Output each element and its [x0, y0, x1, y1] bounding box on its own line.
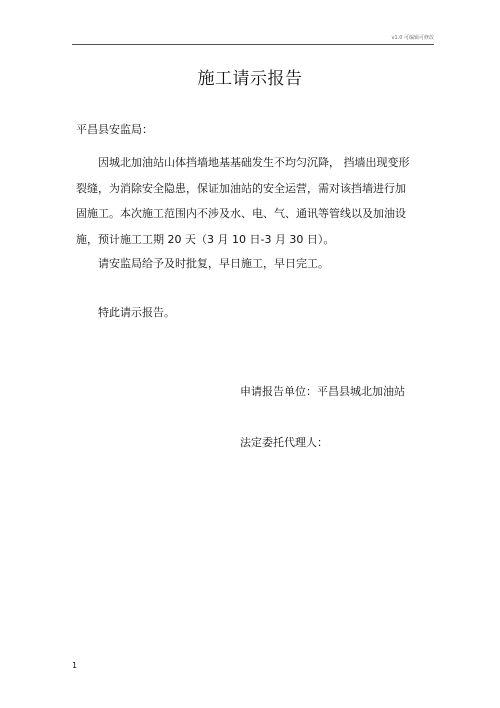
salutation: 平昌县安监局：: [76, 123, 153, 136]
document-title: 施工请示报告: [197, 69, 303, 89]
header-divider: [72, 44, 434, 45]
body-line: 施，预计施工工期 20 天（3 月 10 日-3 月 30 日）。: [76, 232, 335, 246]
body-line: 因城北加油站山体挡墙地基基础发生不均匀沉降， 挡墙出现变形: [98, 156, 410, 169]
body-paragraph: [76, 150, 436, 252]
page-number: 1: [72, 661, 78, 670]
agent-line: 法定委托代理人：: [240, 436, 328, 449]
closing-line: 特此请示报告。: [98, 306, 175, 319]
request-paragraph: 请安监局给予及时批复，早日施工，早日完工。: [98, 257, 329, 270]
applicant-line: 申请报告单位：平昌县城北加油站: [240, 385, 405, 398]
body-line: 固施工。本次施工范围内不涉及水、电、气、通讯等管线以及加油设: [76, 207, 406, 220]
header-note: v1.0 可编辑可修改: [391, 35, 434, 41]
body-line: 裂缝，为消除安全隐患，保证加油站的安全运营，需对该挡墙进行加: [76, 181, 406, 195]
